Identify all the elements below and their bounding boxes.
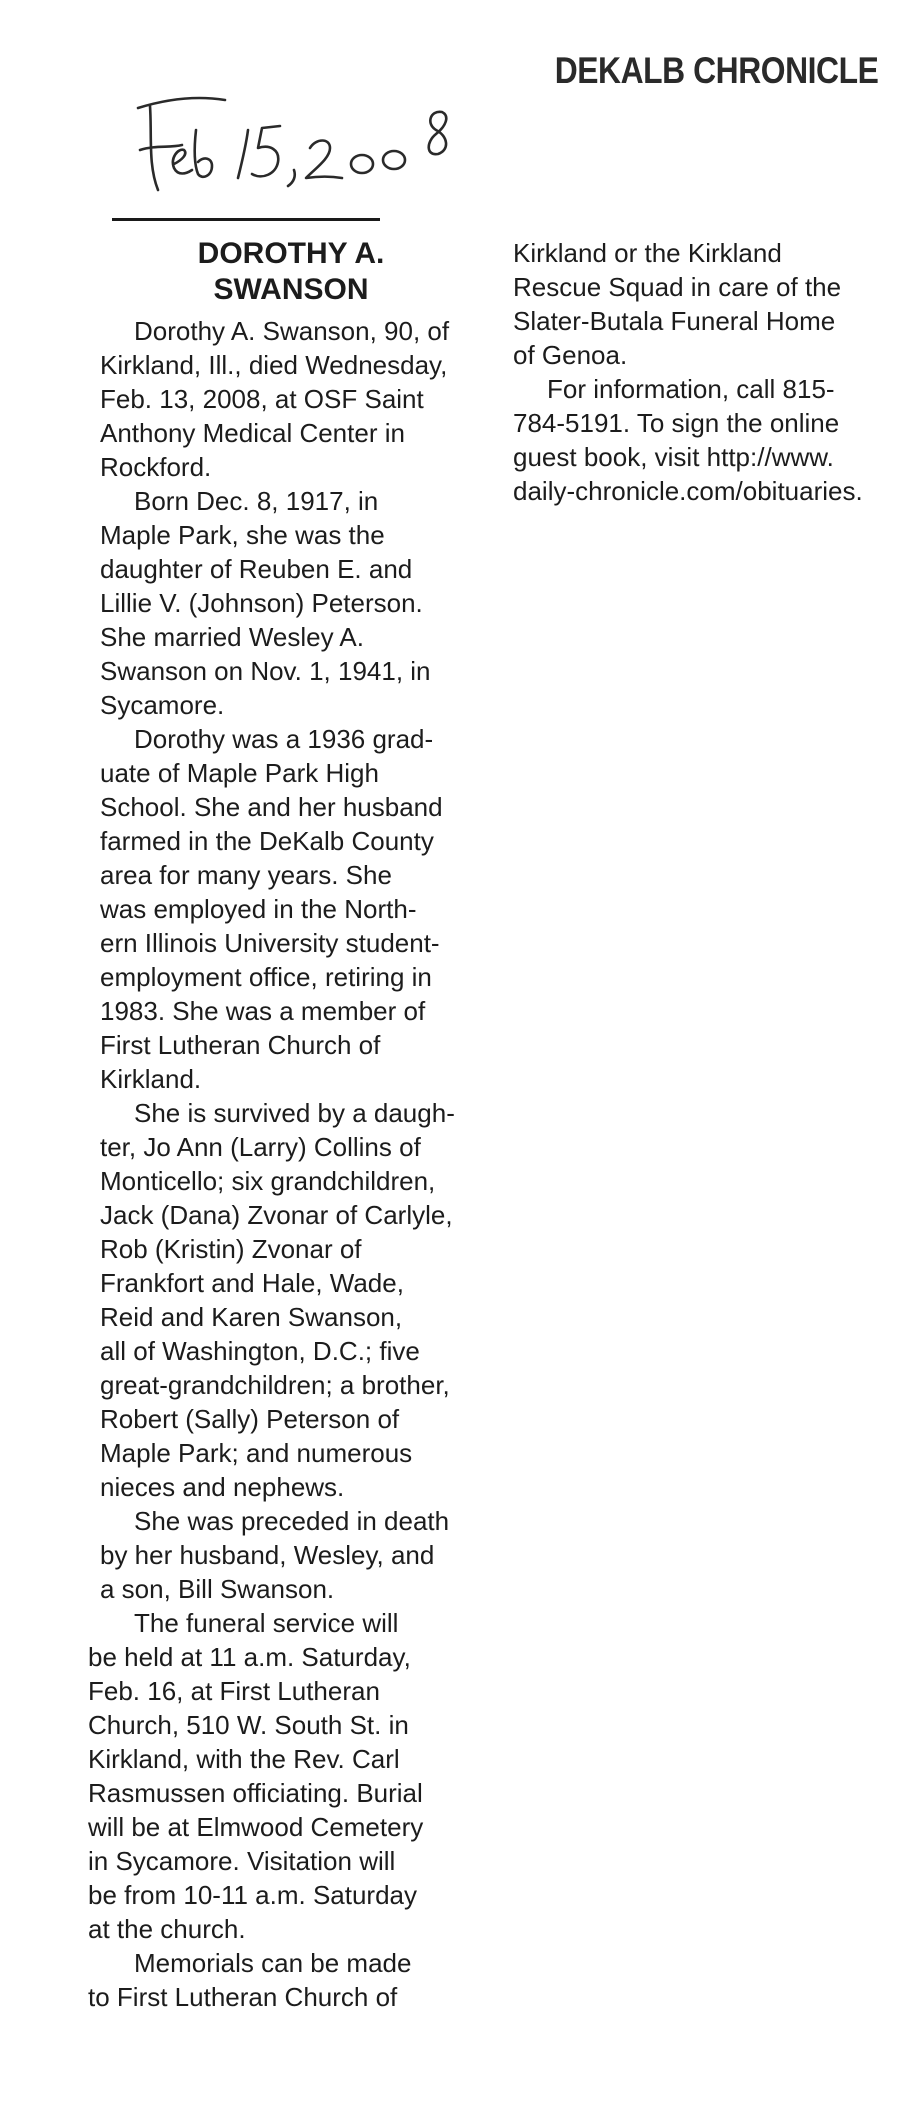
paragraph [513, 372, 893, 508]
obituary-body-right [513, 236, 893, 508]
text-line: 1983. She was a member of [100, 996, 426, 1026]
text-line: ter, Jo Ann (Larry) Collins of [100, 1132, 421, 1162]
text-line: a son, Bill Swanson. [100, 1574, 335, 1604]
text-line: Rasmussen officiating. Burial [88, 1778, 423, 1808]
text-line: Jack (Dana) Zvonar of Carlyle, [100, 1200, 453, 1230]
text-line: Rob (Kristin) Zvonar of [100, 1234, 362, 1264]
obituary-body-left [88, 314, 490, 2014]
text-line: guest book, visit http://www. [513, 442, 834, 472]
text-line: be from 10-11 a.m. Saturday [88, 1880, 418, 1910]
paragraph [100, 1504, 490, 1606]
text-line: Frankfort and Hale, Wade, [100, 1268, 404, 1298]
paragraph [100, 1096, 490, 1504]
text-line: First Lutheran Church of [100, 1030, 381, 1060]
text-line: Rescue Squad in care of the [513, 272, 842, 302]
text-line: Dorothy A. Swanson, 90, of [134, 316, 450, 346]
paragraph [88, 1606, 490, 1946]
text-line: ern Illinois University student- [100, 928, 440, 958]
text-line: farmed in the DeKalb County [100, 826, 434, 856]
text-line: She was preceded in death [134, 1506, 450, 1536]
text-line: of Genoa. [513, 340, 628, 370]
text-line: The funeral service will [134, 1608, 399, 1638]
text-line: Robert (Sally) Peterson of [100, 1404, 400, 1434]
text-line: Kirkland or the Kirkland [513, 238, 782, 268]
text-line: Maple Park; and numerous [100, 1438, 413, 1468]
text-line: daily-chronicle.com/obituaries. [513, 476, 863, 506]
text-line: Memorials can be made [134, 1948, 412, 1978]
text-line: at the church. [88, 1914, 246, 1944]
text-line: Swanson on Nov. 1, 1941, in [100, 656, 431, 686]
text-line: great-grandchildren; a brother, [100, 1370, 450, 1400]
text-line: Kirkland, Ill., died Wednesday, [100, 350, 448, 380]
paragraph [100, 484, 490, 722]
obituary-column-left [88, 236, 490, 2014]
text-line: Monticello; six grandchildren, [100, 1166, 436, 1196]
obituary-column-right [513, 236, 893, 508]
text-line: Sycamore. [100, 690, 225, 720]
text-line: all of Washington, D.C.; five [100, 1336, 420, 1366]
text-line: Dorothy was a 1936 grad- [134, 724, 434, 754]
text-line: Born Dec. 8, 1917, in [134, 486, 379, 516]
text-line: Maple Park, she was the [100, 520, 385, 550]
text-line: was employed in the North- [100, 894, 417, 924]
masthead: DEKALB CHRONICLE [554, 50, 878, 91]
text-line: School. She and her husband [100, 792, 443, 822]
text-line: She married Wesley A. [100, 622, 364, 652]
headline-rule [112, 218, 380, 221]
text-line: by her husband, Wesley, and [100, 1540, 435, 1570]
text-line: nieces and nephews. [100, 1472, 345, 1502]
text-line: Church, 510 W. South St. in [88, 1710, 409, 1740]
headline-line: SWANSON [213, 273, 369, 306]
text-line: Lillie V. (Johnson) Peterson. [100, 588, 423, 618]
text-line: be held at 11 a.m. Saturday, [88, 1642, 411, 1672]
text-line: Slater-Butala Funeral Home [513, 306, 836, 336]
text-line: She is survived by a daugh- [134, 1098, 455, 1128]
text-line: Anthony Medical Center in [100, 418, 405, 448]
text-line: Kirkland. [100, 1064, 202, 1094]
paragraph [100, 314, 490, 484]
text-line: 784-5191. To sign the online [513, 408, 840, 438]
text-line: For information, call 815- [547, 374, 835, 404]
text-line: employment office, retiring in [100, 962, 432, 992]
text-line: Rockford. [100, 452, 212, 482]
text-line: to First Lutheran Church of [88, 1982, 398, 2012]
text-line: in Sycamore. Visitation will [88, 1846, 396, 1876]
headline-line: DOROTHY A. [197, 237, 385, 270]
text-line: Reid and Karen Swanson, [100, 1302, 403, 1332]
text-line: Feb. 16, at First Lutheran [88, 1676, 380, 1706]
paragraph [88, 1946, 490, 2014]
handwritten-date [130, 90, 490, 200]
paragraph [513, 236, 893, 372]
paragraph [100, 722, 490, 1096]
text-line: daughter of Reuben E. and [100, 554, 413, 584]
text-line: area for many years. She [100, 860, 392, 890]
text-line: will be at Elmwood Cemetery [88, 1812, 424, 1842]
text-line: Kirkland, with the Rev. Carl [88, 1744, 400, 1774]
text-line: Feb. 13, 2008, at OSF Saint [100, 384, 424, 414]
obituary-headline [136, 236, 446, 308]
text-line: uate of Maple Park High [100, 758, 379, 788]
